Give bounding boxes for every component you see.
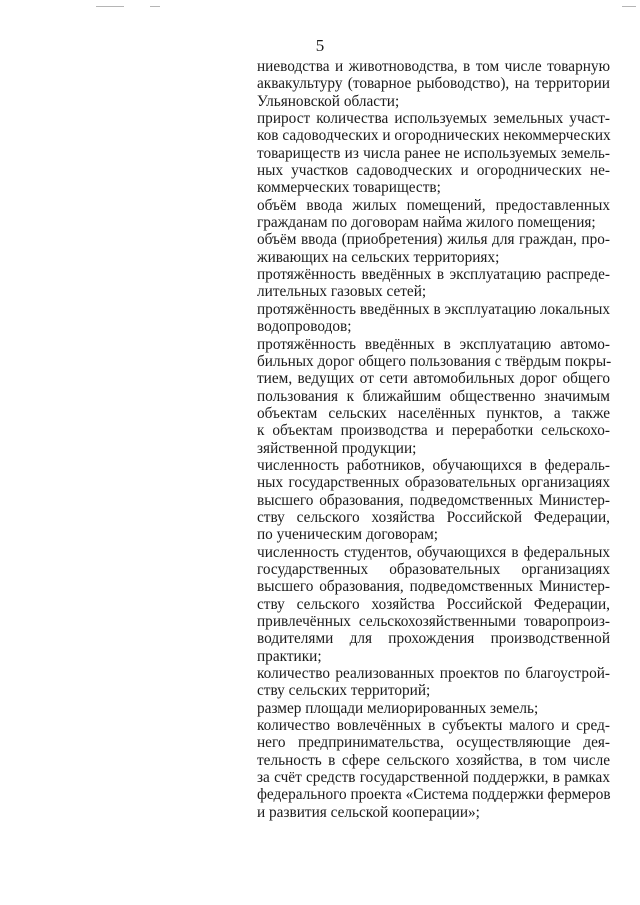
text-line: объектам сельских населённых пунктов, а также bbox=[257, 404, 610, 422]
text-line: за счёт средств государственной поддержки, в рамках bbox=[257, 769, 610, 787]
list-item bbox=[257, 266, 610, 301]
text-line: высшего образования, подведомственных Министер- bbox=[257, 578, 610, 596]
text-line: аквакультуру (товарное рыбоводство), на территории bbox=[257, 75, 610, 93]
list-item bbox=[257, 197, 610, 232]
list-item bbox=[257, 665, 610, 700]
text-line: привлечённых сельскохозяйственными товаропроиз- bbox=[257, 613, 610, 630]
text-line: размер площади мелиорированных земель; bbox=[257, 699, 539, 717]
text-line: коммерческих товариществ; bbox=[257, 179, 441, 197]
text-line: лительных газовых сетей; bbox=[257, 283, 427, 301]
text-line: объём ввода жилых помещений, предоставленных bbox=[257, 196, 610, 214]
text-line: гражданам по договорам найма жилого помещения; bbox=[257, 214, 596, 232]
text-line: практики; bbox=[257, 647, 322, 665]
text-line: количество вовлечённых в субъекты малого и сред- bbox=[257, 717, 610, 735]
text-line: количество реализованных проектов по благоустрой- bbox=[257, 665, 610, 683]
text-line: федерального проекта «Система поддержки фермеров bbox=[257, 786, 611, 804]
document-body bbox=[257, 58, 610, 821]
text-line: Ульяновской области; bbox=[257, 92, 400, 110]
text-line: живающих на сельских территориях; bbox=[257, 248, 500, 266]
page-number: 5 bbox=[315, 36, 325, 55]
text-line: водителями для прохождения производственной bbox=[257, 630, 610, 648]
text-line: ству сельского хозяйства Российской Федерации, bbox=[257, 595, 610, 613]
list-item bbox=[257, 110, 610, 197]
text-line: ству сельских территорий; bbox=[257, 682, 431, 700]
text-line: водопроводов; bbox=[257, 318, 352, 336]
text-line: прирост количества используемых земельных участ- bbox=[257, 110, 610, 128]
text-line: объём ввода (приобретения) жилья для граждан, про- bbox=[257, 231, 610, 249]
text-line: ниеводства и животноводства, в том числе товарную bbox=[257, 58, 610, 75]
text-line: бильных дорог общего пользования с твёрдым покры- bbox=[257, 352, 612, 370]
list-item bbox=[257, 700, 610, 717]
list-item bbox=[257, 336, 610, 457]
text-line: высшего образования, подведомственных Министер- bbox=[257, 491, 610, 509]
text-line: ных участков садоводческих и огороднических не- bbox=[257, 162, 610, 180]
list-item bbox=[257, 231, 610, 266]
list-item bbox=[257, 544, 610, 665]
text-line: ству сельского хозяйства Российской Федерации, bbox=[257, 508, 610, 526]
text-line: товариществ из числа ранее не используемых земель- bbox=[257, 144, 610, 162]
text-line: государственных образовательных организациях bbox=[257, 560, 610, 578]
text-line: протяжённость введённых в эксплуатацию локальных bbox=[257, 300, 611, 318]
text-line: к объектам производства и переработки сельскохо- bbox=[257, 422, 610, 440]
list-item bbox=[257, 457, 610, 544]
text-line: ных государственных образовательных организациях bbox=[257, 474, 610, 492]
text-line: численность студентов, обучающихся в федеральных bbox=[257, 543, 610, 561]
text-line: зяйственной продукции; bbox=[257, 439, 417, 457]
text-line: пользования к ближайшим общественно значимым bbox=[257, 387, 610, 405]
scan-edge-mark bbox=[622, 6, 636, 7]
text-line: тельность в сфере сельского хозяйства, в том числе bbox=[257, 751, 610, 769]
list-item bbox=[257, 301, 610, 336]
text-line: тием, ведущих от сети автомобильных дорог общего bbox=[257, 370, 610, 388]
text-line: численность работников, обучающихся в федераль- bbox=[257, 456, 610, 474]
text-line: него предпринимательства, осуществляющие дея- bbox=[257, 734, 610, 752]
list-item bbox=[257, 717, 610, 821]
list-item bbox=[257, 58, 610, 110]
scan-edge-mark bbox=[150, 6, 160, 7]
text-line: по ученическим договорам; bbox=[257, 526, 439, 544]
text-line: ков садоводческих и огороднических некоммерческих bbox=[257, 127, 611, 145]
text-line: и развития сельской кооперации»; bbox=[257, 803, 480, 821]
text-line: протяжённость введённых в эксплуатацию автомо- bbox=[257, 335, 610, 353]
scan-edge-mark bbox=[96, 6, 124, 7]
text-line: протяжённость введённых в эксплуатацию распреде- bbox=[257, 266, 610, 284]
